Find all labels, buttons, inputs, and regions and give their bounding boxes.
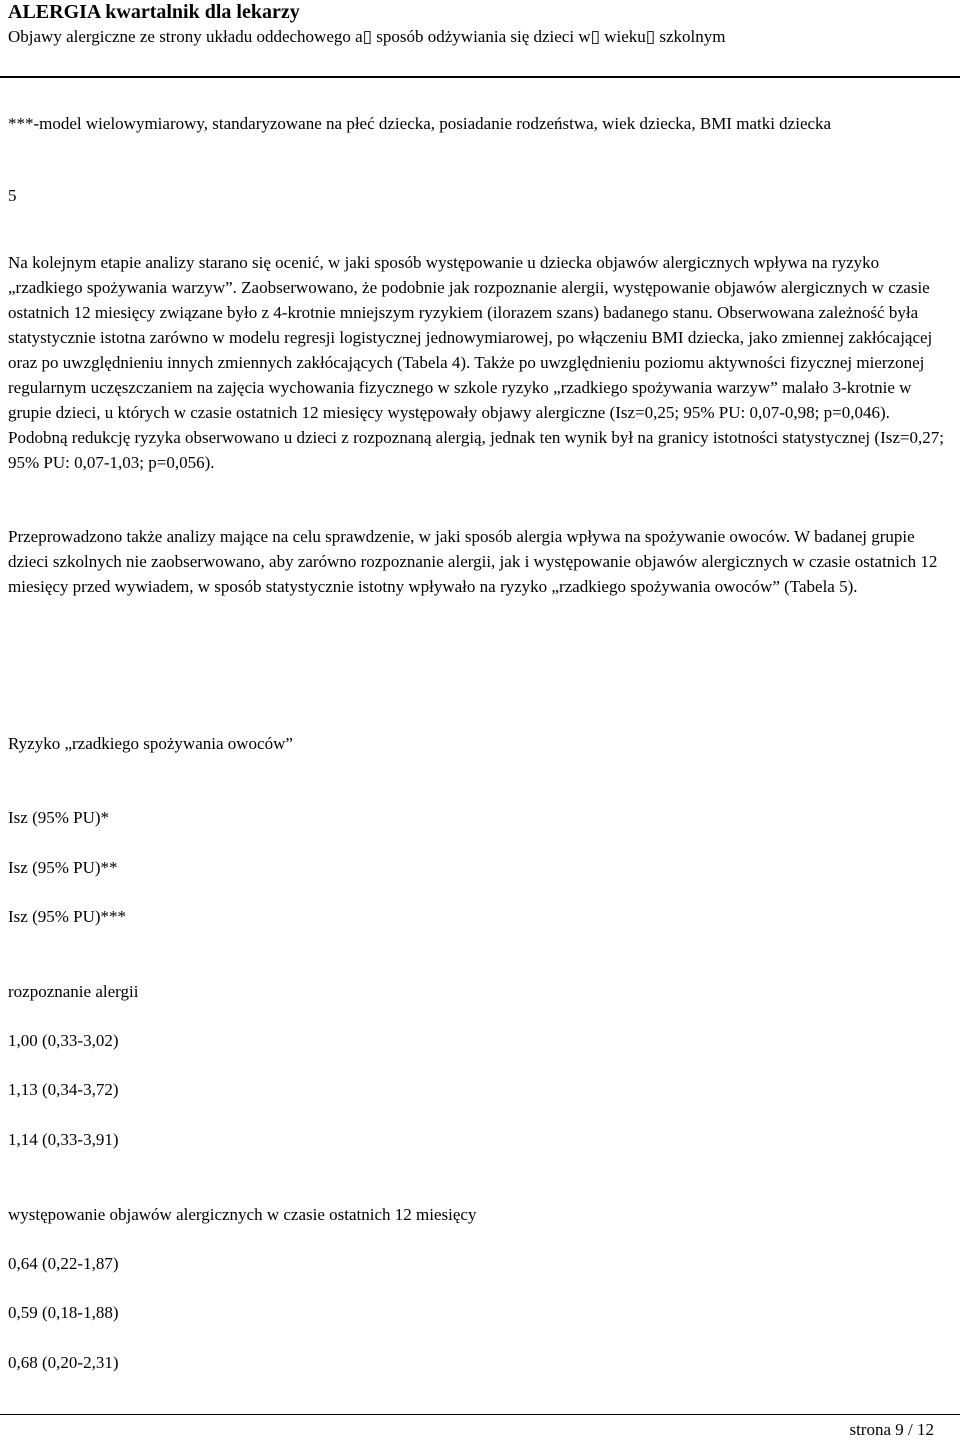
table-cell: 1,13 (0,34-3,72) bbox=[8, 1080, 119, 1099]
body-paragraph-1 bbox=[8, 233, 952, 492]
body-paragraph-2 bbox=[8, 507, 952, 616]
footnote-block bbox=[8, 111, 952, 136]
table-cell: 0,68 (0,20-2,31) bbox=[8, 1353, 119, 1372]
table-cell: 1,00 (0,33-3,02) bbox=[8, 1031, 119, 1050]
table-column-header: Isz (95% PU)* bbox=[8, 808, 110, 827]
table-column-header: Isz (95% PU)*** bbox=[8, 907, 127, 926]
page-marker: 5 bbox=[8, 186, 17, 205]
table-cell: 0,59 (0,18-1,88) bbox=[8, 1303, 119, 1322]
table-cell: 0,64 (0,22-1,87) bbox=[8, 1254, 119, 1273]
table-cell: 1,14 (0,33-3,91) bbox=[8, 1130, 119, 1149]
footer-divider bbox=[0, 1414, 960, 1415]
article-title: Objawy alergiczne ze strony układu oddechowego a▯ sposób odżywiania się dzieci w▯ wieku▯ szkolnym bbox=[8, 27, 726, 46]
table-column-header: Isz (95% PU)** bbox=[8, 858, 118, 877]
header-divider bbox=[0, 76, 960, 78]
table-row-label: występowanie objawów alergicznych w czasie ostatnich 12 miesięcy bbox=[8, 1205, 477, 1224]
table-footnote: ***-model wielowymiarowy, standaryzowane na płeć dziecka, posiadanie rodzeństwa, wiek dziecka, BMI matki dziecka bbox=[8, 114, 832, 133]
page-header bbox=[8, 0, 952, 48]
paragraph-text: Na kolejnym etapie analizy starano się ocenić, w jaki sposób występowanie u dziecka objawów alergicznych wpływa na ryzyko „rzadkiego spożywania warzyw”. Zaobserwowano, że podobnie jak rozpoznanie alergii, występowanie objawów alergicznych w czasie ostatnich 12 miesięcy związane było z 4-krotnie mniejszym ryzykiem (ilorazem szans) badanego stanu. Obserwowana zależność była statystycznie istotna zarówno w modelu regresji logistycznej jednowymiarowej, po włączeniu BMI dziecka, jako zmiennej zakłócającej oraz po uwzględnieniu innych zmiennych zakłócających (Tabela 4). Także po uwzględnieniu poziomu aktywności fizycznej mierzonej regularnym uczęszczaniem na zajęcia wychowania fizycznego w szkole ryzyko „rzadkiego spożywania warzyw” malało 3-krotnie w grupie dzieci, u których w czasie ostatnich 12 miesięcy występowały objawy alergiczne (Isz=0,25; 95% PU: 0,07-0,98; p=0,046). Podobną redukcję ryzyka obserwowano u dzieci z rozpoznaną alergią, jednak ten wynik był na granicy istotności statystycznej (Isz=0,27; 95% PU: 0,07-1,03; p=0,056). bbox=[8, 253, 944, 472]
journal-title: ALERGIA kwartalnik dla lekarzy bbox=[8, 1, 300, 23]
page-number: strona 9 / 12 bbox=[849, 1420, 934, 1439]
paragraph-text: Przeprowadzono także analizy mające na celu sprawdzenie, w jaki sposób alergia wpływa na spożywanie owoców. W badanej grupie dzieci szkolnych nie zaobserwowano, aby zarówno rozpoznanie alergii, jak i występowanie objawów alergicznych w czasie ostatnich 12 miesięcy przed wywiadem, w sposób statystycznie istotny wpływało na ryzyko „rzadkiego spożywania owoców” (Tabela 5). bbox=[8, 527, 938, 596]
table-title: Ryzyko „rzadkiego spożywania owoców” bbox=[8, 734, 293, 753]
table-row-label: rozpoznanie alergii bbox=[8, 982, 139, 1001]
